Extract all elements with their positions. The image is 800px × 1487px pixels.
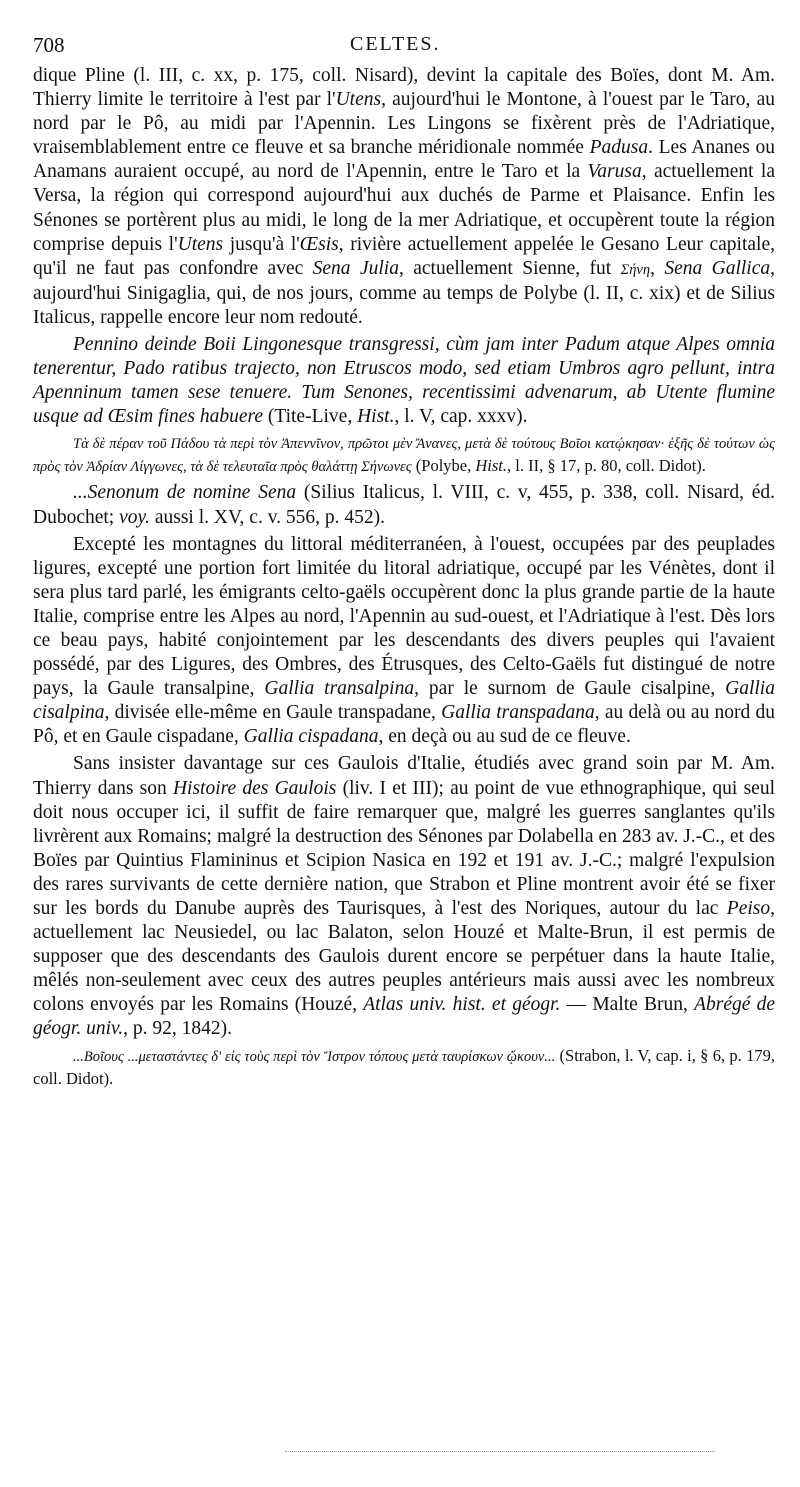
italic-text: ...Senonum de nomine Sena bbox=[73, 482, 297, 504]
italic-text: Hist. bbox=[357, 406, 395, 428]
text-run: , actuellement Sienne, fut bbox=[398, 257, 621, 279]
greek-text: Τὰ δὲ πέραν τοῦ Πάδου τὰ περὶ τὸν Ἀπεννῖνον, πρῶτοι μὲν Ἄνανες, μετὰ δὲ τούτους Βοῖοι κατῴκησαν· ἑξῆς δὲ τούτων ὡς πρὸς τὸν Ἀδρίαν Λίγγωνες, τὰ δὲ τελευταῖα πρὸς θαλάττῃ Σήνωνες bbox=[33, 436, 775, 476]
text-run: , en deçà ou au sud de ce fleuve. bbox=[378, 726, 631, 748]
italic-text: Abrégé de géogr. univ. bbox=[33, 994, 776, 1040]
italic-text: Peiso bbox=[726, 898, 771, 919]
paragraph-gaulois-italie bbox=[33, 752, 775, 1041]
text-run: , actuellement la Versa, la région qui correspond aujourd'hui aux duchés de Parme et Plaisance. Enfin les Sénones se portèrent plus au midi, le long de la mer Adriatique, et occupèrent toute la région comprise depuis l' bbox=[33, 161, 775, 255]
italic-text: Gallia cispadana bbox=[243, 726, 379, 748]
italic-text: Sena Julia bbox=[312, 257, 399, 279]
quote-silius-italicus bbox=[33, 481, 775, 529]
text-run: , divisée elle-même en Gaule transpadane, bbox=[104, 702, 442, 724]
italic-text: Varusa bbox=[587, 161, 642, 183]
text-run: (Tite-Live, bbox=[263, 406, 358, 428]
text-run: jusqu'à l' bbox=[223, 233, 300, 255]
text-run: dique Pline (l. III, c. xx, p. 175, coll. Nisard), devint la capitale des Boïes, dont M. Am. Thierry limite le territoire à l'est par l' bbox=[33, 65, 775, 111]
greek-text: Σήνη bbox=[620, 261, 651, 278]
italic-text: Gallia cisalpina bbox=[33, 678, 775, 724]
text-run: . Les Ananes ou Anamans auraient occupé, au nord de l'Apennin, entre le Taro et la bbox=[33, 137, 776, 183]
text-run: , bbox=[650, 257, 665, 279]
italic-text: Pennino deinde Boii Lingonesque transgressi, cùm jam inter Padum atque Alpes omnia tenerentur, Pado ratibus trajecto, non Etruscos modo, sed etiam Umbros agro pellunt, intra Apenninum tamen sese tenuere. Tum Senones, recentissimi advenarum, ab Utente flumine usque ad Œsim fines habuere bbox=[33, 334, 775, 428]
italic-text: Gallia transalpina bbox=[264, 678, 415, 700]
text-run: , aujourd'hui le Montone, à l'ouest par le Taro, au nord par le Pô, au midi par l'Apennin. Les Lingons se fixèrent près de l'Adriatique, vraisemblablement entre ce fleuve et sa branche méridionale nommée bbox=[33, 89, 776, 159]
text-run: aussi l. XV, c. v. 556, p. 452). bbox=[149, 506, 386, 528]
italic-text: Atlas univ. hist. et géogr. bbox=[363, 994, 561, 1016]
quote-strabon bbox=[33, 1045, 775, 1090]
text-run: , au delà ou au nord du Pô, et en Gaule cispadane, bbox=[33, 702, 775, 748]
text-run: , aujourd'hui Sinigaglia, qui, de nos jours, comme au temps de Polybe (l. II, c. xix) et de Silius Italicus, rappelle encore leur nom redouté. bbox=[33, 257, 775, 328]
italic-text: Œsis bbox=[299, 233, 339, 255]
quote-tite-live bbox=[33, 333, 775, 429]
italic-text: Utens bbox=[335, 89, 382, 111]
page-body bbox=[33, 64, 775, 1090]
italic-text: Hist. bbox=[475, 456, 508, 476]
running-title: CELTES. bbox=[350, 33, 441, 55]
italic-text: voy. bbox=[119, 506, 150, 528]
quote-polybe bbox=[33, 432, 775, 478]
text-run: (Strabon, l. V, cap. i, § 6, p. 179, coll. Didot). bbox=[33, 1045, 775, 1088]
italic-text: Padusa bbox=[589, 137, 649, 159]
italic-text: Gallia transpadana bbox=[441, 702, 595, 724]
text-run: (Silius Italicus, l. VIII, c. v, 455, p. 338, coll. Nisard, éd. Dubochet; bbox=[33, 482, 775, 528]
page-footer-rule bbox=[285, 1451, 715, 1452]
text-run: (Polybe, bbox=[411, 456, 476, 476]
text-run: , actuellement lac Neusiedel, ou lac Balaton, selon Houzé et Malte-Brun, il est permis de supposer que des descendants des Gaulois durent encore se perpétuer dans la haute Italie, mêlés non-seulement avec ceux des autres peuples antérieurs mais aussi avec les nombreux colons envoyés par les Romains (Houzé, bbox=[33, 898, 775, 1016]
greek-text: ...Βοῖους ...μεταστάντες δ' εἰς τοὺς περὶ τὸν Ἴστρον τόπους μετὰ ταυρίσκων ᾤκουν... bbox=[73, 1048, 556, 1065]
text-run: , par le surnom de Gaule cisalpine, bbox=[414, 678, 726, 700]
paragraph-boii-territory bbox=[33, 64, 775, 330]
text-run: — Malte Brun, bbox=[560, 994, 695, 1016]
text-run: (liv. I et III); au point de vue ethnographique, qui seul doit nous occuper ici, il suffit de faire remarquer que, malgré les guerres sanglantes qu'ils livrèrent aux Romains; malgré la destruction des Sénones par Dolabella en 283 av. J.-C., et des Boïes par Quintius Flamininus et Scipion Nasica en 192 et 191 av. J.-C.; malgré l'expulsion des rares survivants de cette dernière nation, que Strabon et Pline montrent avoir été se fixer sur les bords du Danube auprès des Taurisques, à l'est des Noriques, autour du lac bbox=[33, 777, 775, 919]
italic-text: Utens bbox=[177, 233, 224, 255]
text-run: , l. V, cap. xxxv). bbox=[394, 406, 528, 428]
page-number: 708 bbox=[33, 33, 65, 57]
text-run: , p. 92, 1842). bbox=[123, 1018, 232, 1040]
text-run: Sans insister davantage sur ces Gaulois d'Italie, étudiés avec grand soin par M. Am. Thierry dans son bbox=[33, 753, 775, 799]
text-run: , l. II, § 17, p. 80, coll. Didot). bbox=[507, 456, 706, 476]
italic-text: Histoire des Gaulois bbox=[172, 777, 337, 799]
italic-text: Sena Gallica bbox=[664, 257, 771, 279]
paragraph-gaule-cisalpine bbox=[33, 533, 775, 750]
text-run: Excepté les montagnes du littoral méditerranéen, à l'ouest, occupées par des peuplades ligures, excepté une portion fort limitée du litoral adriatique, occupé par les Vénètes, dont il sera plus tard parlé, les émigrants celto-gaëls occupèrent donc la plus grande partie de la haute Italie, comprise entre les Alpes au nord, l'Apennin au sud-ouest, et l'Adriatique à l'est. Dès lors ce beau pays, habité conjointement par les descendants des divers peuples qui l'avaient possédé, par des Ligures, des Ombres, des Étrusques, des Celto-Gaëls fut distingué de notre pays, la Gaule transalpine, bbox=[33, 533, 775, 700]
text-run: , rivière actuellement appelée le Gesano Leur capitale, qu'il ne faut pas confondre avec bbox=[33, 233, 775, 279]
